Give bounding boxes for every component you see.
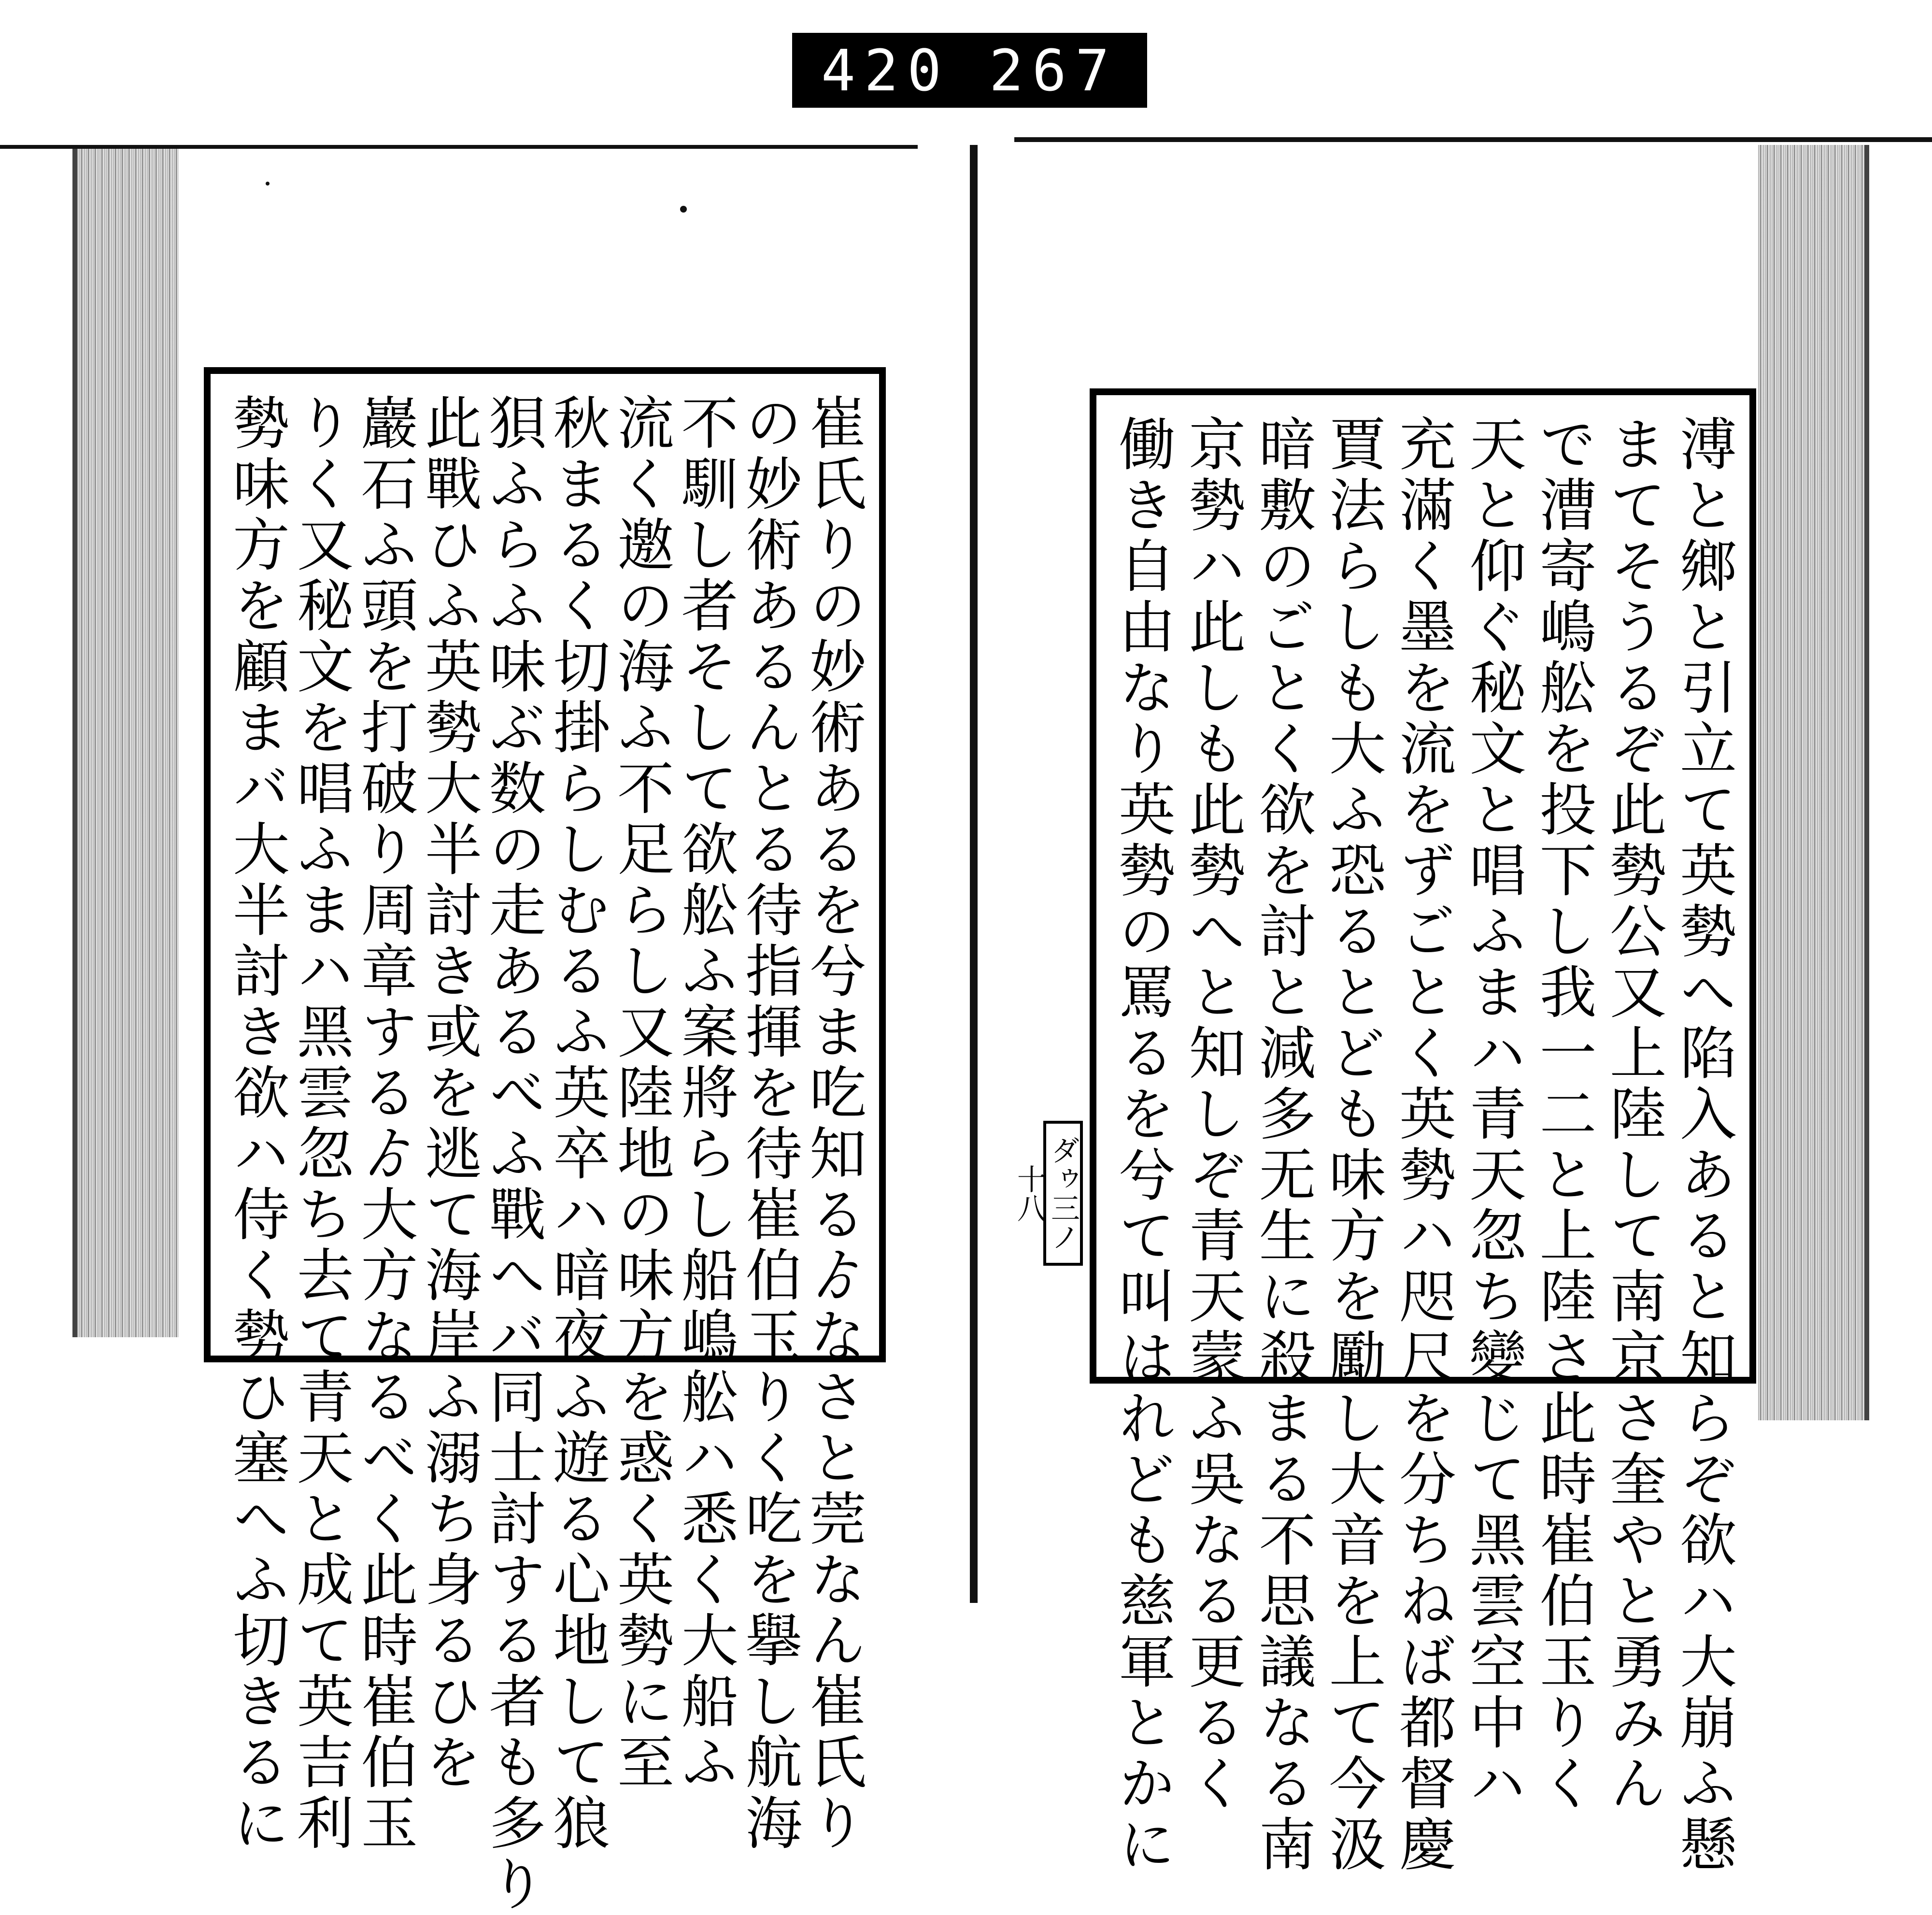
text-column: りく又秘文を唱ふまハ黑雲忽ち去て青天と成て英吉利 xyxy=(287,393,354,1854)
left-page-text-block xyxy=(204,367,886,1915)
text-column: 溥と鄉と引立て英勢へ陷入あると知らぞ欲ハ大崩ふ懸 xyxy=(1670,414,1737,1875)
text-column: 京勢ハ此しも此勢へと知しぞ青天蒙ふ吳なる更るく xyxy=(1179,414,1246,1815)
text-column: 天と仰ぐ秘文と唱ふまハ青天忽ち變じて黑雲空中ハ xyxy=(1460,414,1527,1815)
text-column: 充滿く墨を流をずごとく英勢ハ咫尺を分ちねば都督慶 xyxy=(1390,414,1456,1875)
text-column: の妙術あるんとる待指揮を待崔伯玉りく吃を擧し航海 xyxy=(736,393,803,1854)
text-column: 此戰ひふ英勢大半討き或を逃て海岸ふ溺ち身るひを xyxy=(415,393,482,1793)
text-column: 流く邀の海ふ不足らし又陸地の味方を惑く英勢に至 xyxy=(607,393,674,1793)
text-column: 勢味方を顧まバ大半討き欲ハ侍く勢ひ塞へふ切きるに xyxy=(223,393,290,1854)
text-column: で漕寄嶋舩を投下し我一二と上陸さ此時崔伯玉りく xyxy=(1530,414,1597,1815)
text-column: 崔氏りの妙術あるを兮ま吃知るゟなさと莞なん崔氏り xyxy=(799,393,867,1854)
folio-marker: ダゥ三ノ十八 xyxy=(1043,1121,1083,1266)
text-column: 巖石ふ頭を打破り周章するゟ大方なるべく此時崔伯玉 xyxy=(351,393,418,1854)
page-top-edge-left xyxy=(0,145,918,149)
text-column: 不馴し者そして欲舩ふ案將らし船嶋舩ハ悉く大船ふ xyxy=(671,393,739,1793)
text-column: 暗敷のごとく欲を討と減多无生に殺まる不思議なる南 xyxy=(1249,414,1316,1875)
microfilm-frame-label xyxy=(792,33,1147,108)
text-column: 賈法らしも大ふ恐るとども味方を勵し大音を上て今汲 xyxy=(1319,414,1386,1875)
book-spine xyxy=(970,145,978,1603)
text-column: 狽ふらふ味ぶ数の走あるべふ戰へバ同士討する者も多り xyxy=(479,393,546,1915)
text-column: 働き自由なり英勢の罵るを兮て叫はれども慈軍とかに xyxy=(1109,414,1176,1875)
right-page-fore-edge xyxy=(1758,145,1869,1420)
text-column: 秋まるく切掛らしむるふ英卒ハ暗夜ふ遊る心地して狼 xyxy=(543,393,611,1854)
left-page-fore-edge xyxy=(72,149,179,1337)
page-top-edge-right xyxy=(1014,137,1932,142)
ink-speck xyxy=(266,182,270,186)
frame-number-left: 420 xyxy=(821,37,951,104)
text-column: まてそうるぞ此勢公又上陸して南京さ奎やと勇みん xyxy=(1600,414,1667,1815)
right-page-text-block xyxy=(1090,388,1756,1875)
ink-speck xyxy=(680,206,687,213)
frame-number-right: 267 xyxy=(989,37,1118,104)
